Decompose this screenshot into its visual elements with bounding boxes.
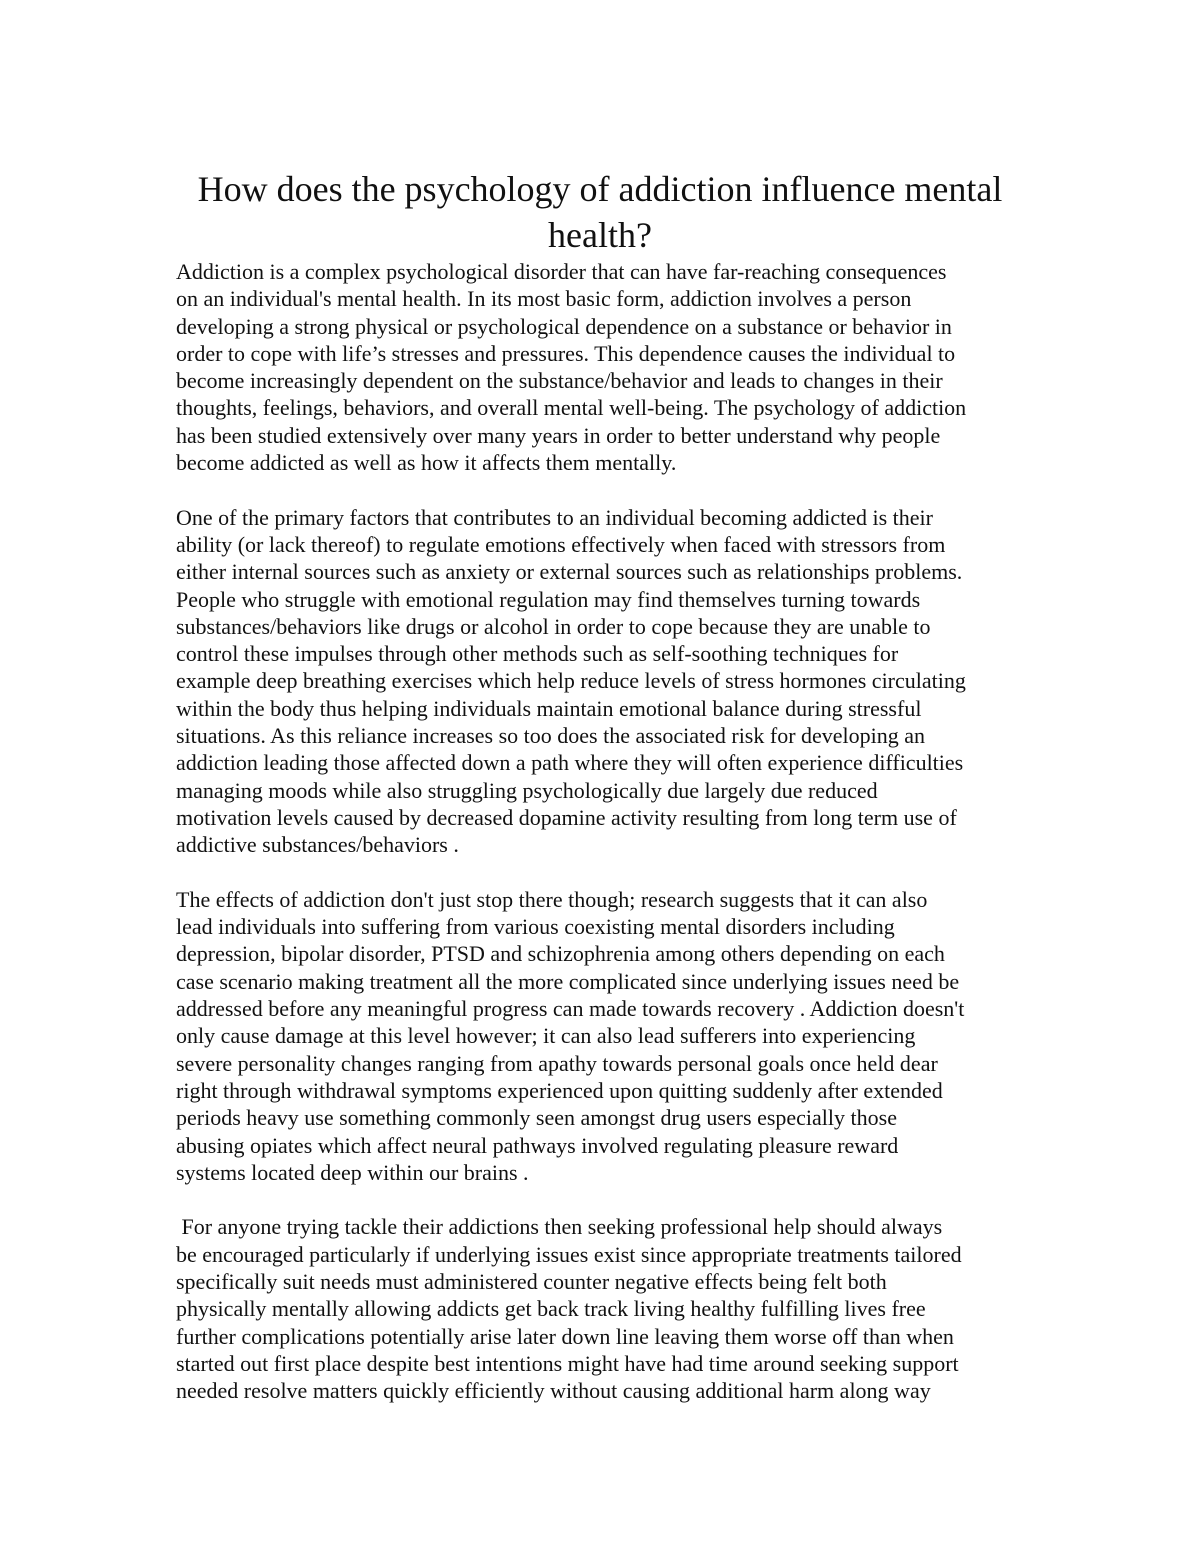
text-line: specifically suit needs must administered counter negative effects being felt both — [176, 1268, 887, 1294]
text-line: case scenario making treatment all the more complicated since underlying issues need be — [176, 968, 960, 994]
text-line: situations. As this reliance increases so too does the associated risk for developing an — [176, 723, 926, 749]
paragraph-4 — [176, 1213, 1036, 1404]
text-line: motivation levels caused by decreased dopamine activity resulting from long term use of — [176, 804, 957, 830]
text-line: become addicted as well as how it affects them mentally. — [176, 450, 677, 476]
text-line: addressed before any meaningful progress can made towards recovery . Addiction doesn't — [176, 996, 965, 1022]
text-line: has been studied extensively over many years in order to better understand why people — [176, 422, 941, 448]
text-line: depression, bipolar disorder, PTSD and schizophrenia among others depending on each — [176, 941, 945, 967]
document-body — [176, 258, 1036, 1404]
paragraph-1 — [176, 258, 1036, 476]
text-line: developing a strong physical or psychological dependence on a substance or behavior in — [176, 313, 952, 339]
paragraph-3 — [176, 886, 1036, 1186]
text-line: order to cope with life’s stresses and pressures. This dependence causes the individual to — [176, 340, 956, 366]
text-line: physically mentally allowing addicts get back track living healthy fulfilling lives free — [176, 1296, 926, 1322]
text-line: either internal sources such as anxiety or external sources such as relationships problems. — [176, 559, 963, 585]
text-line: managing moods while also struggling psychologically due largely due reduced — [176, 777, 878, 803]
text-line: addiction leading those affected down a path where they will often experience difficulties — [176, 750, 964, 776]
text-line: The effects of addiction don't just stop there though; research suggests that it can also — [176, 886, 928, 912]
document-title-line: health? — [548, 215, 652, 255]
text-line: For anyone trying tackle their addictions then seeking professional help should always — [176, 1214, 943, 1240]
text-line: within the body thus helping individuals maintain emotional balance during stressful — [176, 695, 922, 721]
text-line: ability (or lack thereof) to regulate emotions effectively when faced with stressors from — [176, 531, 946, 557]
paragraph-gap — [176, 859, 1036, 886]
text-line: People who struggle with emotional regulation may find themselves turning towards — [176, 586, 921, 612]
text-line: further complications potentially arise later down line leaving them worse off than when — [176, 1323, 954, 1349]
text-line: lead individuals into suffering from various coexisting mental disorders including — [176, 914, 895, 940]
text-line: control these impulses through other methods such as self-soothing techniques for — [176, 641, 899, 667]
text-line: started out first place despite best intentions might have had time around seeking support — [176, 1350, 959, 1376]
paragraph-2 — [176, 504, 1036, 859]
text-line: be encouraged particularly if underlying issues exist since appropriate treatments tailored — [176, 1241, 962, 1267]
text-line: addictive substances/behaviors . — [176, 832, 459, 858]
text-line: severe personality changes ranging from apathy towards personal goals once held dear — [176, 1050, 938, 1076]
text-line: abusing opiates which affect neural pathways involved regulating pleasure reward — [176, 1132, 899, 1158]
text-line: example deep breathing exercises which help reduce levels of stress hormones circulating — [176, 668, 966, 694]
document-title-line: How does the psychology of addiction influence mental — [197, 169, 1003, 209]
text-line: only cause damage at this level however; it can also lead sufferers into experiencing — [176, 1023, 916, 1049]
text-line: Addiction is a complex psychological disorder that can have far-reaching consequences — [176, 259, 947, 284]
text-line: on an individual's mental health. In its most basic form, addiction involves a person — [176, 286, 912, 312]
text-line: needed resolve matters quickly efficiently without causing additional harm along way — [176, 1378, 931, 1404]
text-line: become increasingly dependent on the substance/behavior and leads to changes in their — [176, 368, 943, 394]
document-title — [150, 166, 1050, 258]
paragraph-gap — [176, 1186, 1036, 1213]
text-line: thoughts, feelings, behaviors, and overall mental well-being. The psychology of addiction — [176, 395, 967, 421]
text-line: periods heavy use something commonly seen amongst drug users especially those — [176, 1105, 897, 1131]
text-line: substances/behaviors like drugs or alcohol in order to cope because they are unable to — [176, 613, 931, 639]
paragraph-gap — [176, 476, 1036, 503]
text-line: One of the primary factors that contributes to an individual becoming addicted is their — [176, 504, 933, 530]
text-line: right through withdrawal symptoms experienced upon quitting suddenly after extended — [176, 1077, 943, 1103]
text-line: systems located deep within our brains . — [176, 1159, 529, 1185]
